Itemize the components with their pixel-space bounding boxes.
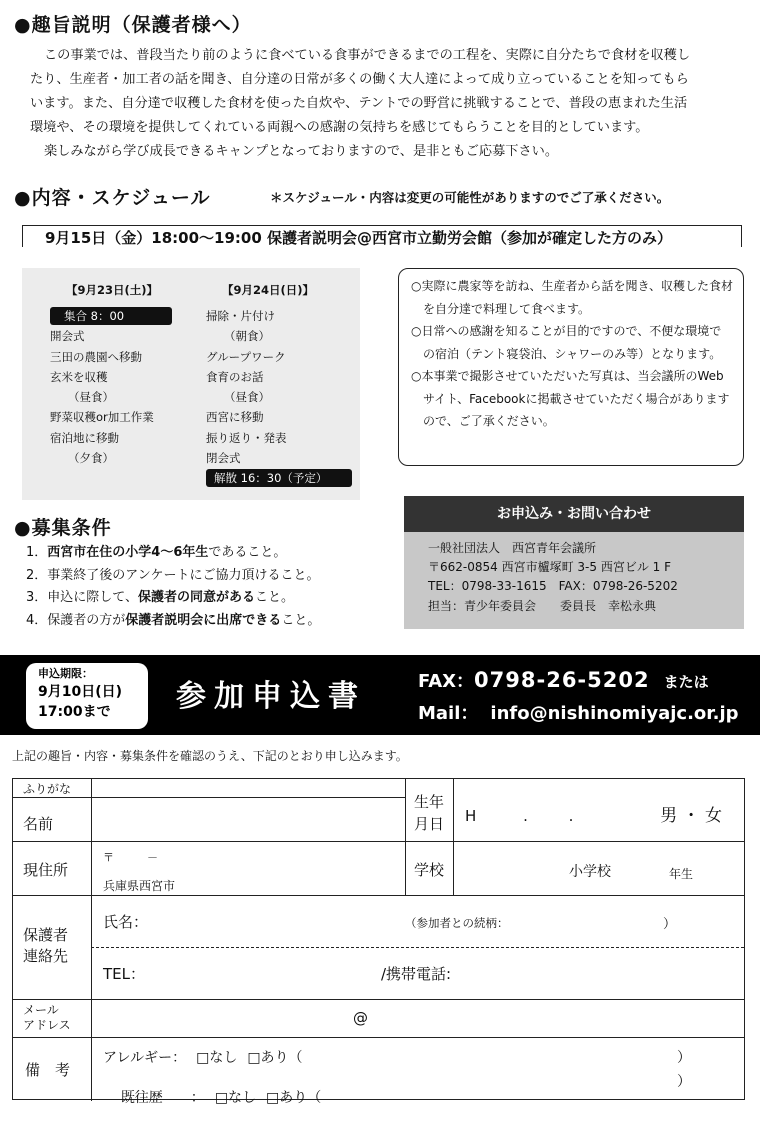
day1-title: 【9月23日(土)】: [66, 283, 159, 297]
application-form: [12, 778, 745, 1106]
note-item: ○本事業で撮影させていただいた写真は、当会議所のWebサイト、Facebookに掲載させていただく場合がありますので、ご了承ください。: [411, 369, 730, 428]
postal-code[interactable]: 〒 －: [103, 851, 158, 864]
form-title: 参加申込書: [176, 679, 366, 714]
history-close: ）: [677, 1074, 691, 1090]
day2-item: グループワーク: [206, 349, 286, 364]
purpose-heading: ●趣旨説明（保護者様へ）: [14, 14, 252, 36]
day2-title: 【9月24日(日)】: [222, 283, 315, 297]
day2-item: （昼食）: [224, 390, 270, 405]
email-at: @: [353, 1009, 368, 1027]
relation-label: （参加者との続柄：: [405, 916, 509, 930]
birth-era: H: [465, 807, 477, 825]
purpose-line: います。また、自分達で収穫した食材を使った自炊や、テントでの野営に挑戦することで、普段の恵まれた生活: [30, 96, 688, 111]
allergy-close: ）: [677, 1050, 691, 1066]
name-field[interactable]: [93, 799, 403, 839]
contact-line: 一般社団法人 西宮青年会議所: [428, 541, 597, 555]
history-row[interactable]: 既往歴 ： □なし □あり（: [120, 1090, 322, 1106]
tel-label: TEL：: [103, 965, 145, 983]
grade-suffix: 年生: [669, 867, 694, 881]
day1-item: （昼食）: [68, 390, 114, 405]
contact-body: [404, 532, 744, 629]
contact-box: [404, 496, 744, 629]
day2-item: 解散 16：30（予定）: [206, 469, 352, 487]
contact-line: 〒662-0854 西宮市櫨塚町 3-5 西宮ビル 1 F: [428, 560, 671, 575]
day1-item: 玄米を収穫: [50, 369, 108, 384]
application-banner: [0, 655, 760, 735]
condition-item: 1．西宮市在住の小学4～6年生であること。: [26, 545, 287, 560]
guardian-label: 保護者 連絡先: [23, 926, 69, 965]
purpose-line: 楽しみながら学び成長できるキャンプとなっておりますので、是非ともご応募下さい。: [44, 144, 559, 159]
briefing-banner: 9月15日（金）18:00～19:00 保護者説明会@西宮市立勤労会館（参加が確定した方のみ）: [22, 225, 742, 247]
furigana-label: ふりがな: [23, 782, 72, 796]
day1-item: 三田の農園へ移動: [50, 349, 142, 364]
purpose-line: この事業では、普段当たり前のように食べている食事ができるまでの工程を、実際に自分たちで食材を収穫し: [44, 48, 691, 63]
contact-line: 担当：青少年委員会 委員長 幸松永典: [428, 598, 657, 613]
birth-label: 生年 月日: [413, 793, 444, 833]
school-suffix: 小学校: [569, 864, 611, 880]
conditions-heading: ●募集条件: [14, 517, 112, 539]
relation-close: ）: [663, 917, 677, 932]
guardian-name-label: 氏名：: [103, 913, 149, 931]
name-label: 名前: [23, 815, 54, 833]
birth-gender-field[interactable]: H . . 男 ・ 女: [465, 806, 722, 826]
school-label: 学校: [413, 861, 444, 879]
deadline-date: 9月10日(日): [38, 684, 123, 700]
remarks-label: 備 考: [25, 1061, 71, 1079]
day2-item: 閉会式: [206, 451, 241, 466]
purpose-line: 環境や、その環境を提供してくれている両親への感謝の気持ちを感じてもらうことを目的としています。: [30, 120, 649, 135]
form-intro: 上記の趣旨・内容・募集条件を確認のうえ、下記のとおり申し込みます。: [12, 749, 408, 763]
purpose-line: たり、生産者・加工者の話を聞き、自分達の日常が多くの働く大人達によって成り立っていることを知ってもら: [30, 72, 689, 87]
mobile-label: /携帯電話:: [381, 965, 452, 983]
schedule-box: [22, 268, 360, 500]
address-prefix: 兵庫県西宮市: [103, 879, 176, 893]
day1-list: [50, 306, 172, 468]
deadline-time: 17:00まで: [38, 704, 111, 720]
condition-item: 2．事業終了後のアンケートにご協力頂けること。: [26, 567, 320, 583]
email-label: メール アドレス: [23, 1003, 71, 1032]
gender-choice[interactable]: 男 ・ 女: [660, 806, 722, 826]
contact-heading: お申込み・お問い合わせ: [404, 496, 744, 532]
address-label: 現住所: [23, 861, 69, 879]
condition-item: 4．保護者の方が保護者説明会に出席できること。: [26, 612, 321, 628]
note-item: ○日常への感謝を知ることが目的ですので、不便な環境での宿泊（テント寝袋泊、シャワーのみ等）となります。: [411, 324, 722, 361]
day1-item: 宿泊地に移動: [50, 430, 119, 445]
note-item: ○実際に農家等を訪ね、生産者から話を聞き、収穫した食材を自分達で料理して食べます。: [411, 279, 733, 316]
day2-item: 振り返り・発表: [206, 430, 287, 445]
day2-item: 食育のお話: [206, 369, 264, 384]
day2-item: 西宮に移動: [206, 410, 264, 425]
day1-item: 集合 8：00: [50, 307, 172, 325]
schedule-heading: ●内容・スケジュール: [14, 187, 211, 209]
day2-item: 掃除・片付け: [206, 309, 275, 323]
schedule-note: ＊スケジュール・内容は変更の可能性がありますのでご了承ください。: [270, 190, 670, 205]
day1-item: 開会式: [50, 329, 85, 344]
allergy-row[interactable]: アレルギー： □なし □あり（: [103, 1050, 303, 1066]
conditions-list: [26, 542, 320, 632]
deadline-box: [26, 663, 148, 729]
mail-line: Mail： info@nishinomiyajc.or.jp: [418, 703, 739, 724]
day2-item: （朝食）: [224, 329, 270, 344]
furigana-field[interactable]: [93, 780, 403, 796]
day2-list: [206, 306, 352, 489]
condition-item: 3．申込に際して、保護者の同意があること。: [26, 590, 295, 605]
purpose-text: [30, 44, 745, 164]
notes-box: [398, 268, 744, 466]
day1-item: 野菜収穫or加工作業: [50, 410, 154, 425]
day1-item: （夕食）: [68, 451, 114, 466]
deadline-label: 申込期限：: [38, 667, 93, 680]
contact-line: TEL：0798-33-1615 FAX：0798-26-5202: [428, 579, 678, 594]
fax-line: FAX：0798-26-5202 または: [418, 668, 709, 692]
